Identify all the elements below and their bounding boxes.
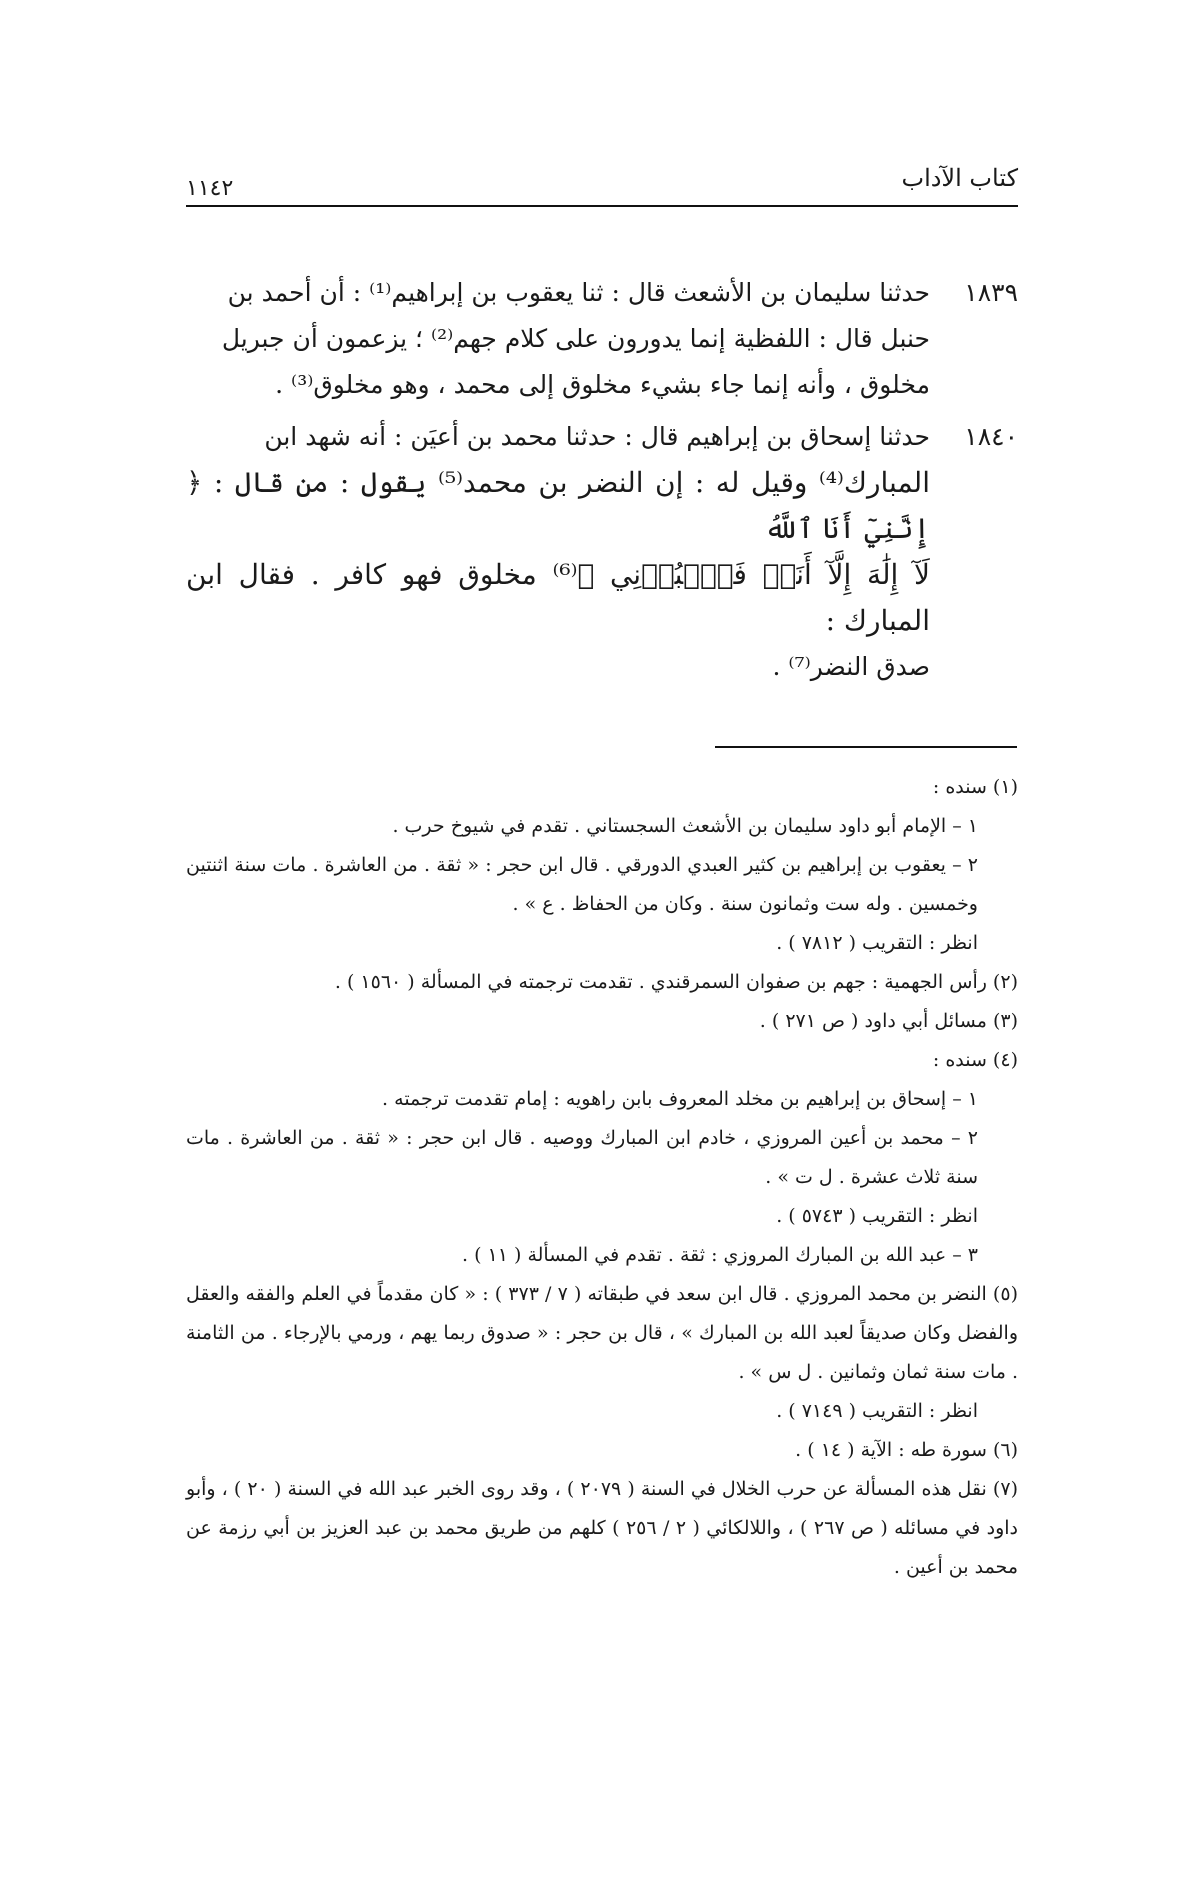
footnote: (١) سنده : [932,776,1018,798]
header-rule [186,205,1018,207]
entry-line: حدثنا إسحاق بن إبراهيم قال : حدثنا محمد بن أعيَن : أنه شهد ابن [264,422,930,451]
entry-line: لَآ إِلَٰهَ إِلَّآ أَنَا۠ فَٱعۡبُدۡنِي ﴾⁽⁶⁾ مخلوق فهو كافر . فقال ابن المبارك : [186,558,930,637]
entry-line: حنبل قال : اللفظية إنما يدورون على كلام جهم⁽²⁾ ؛ يزعمون أن جبريل [221,324,930,353]
footnote-subitem: انظر : التقريب ( ٧١٤٩ ) . [776,1400,978,1422]
footnote-subitem: انظر : التقريب ( ٧٨١٢ ) . [776,932,978,954]
footnote-subitem: ١ – إسحاق بن إبراهيم بن مخلد المعروف بابن راهويه : إمام تقدمت ترجمته . [382,1088,978,1110]
entry-number: ١٨٣٩ [964,278,1018,307]
entry-1839 [186,270,1018,408]
entry-number: ١٨٤٠ [964,422,1018,451]
footnote: (٥) النضر بن محمد المروزي . قال ابن سعد في طبقاته ( ٧ / ٣٧٣ ) : « كان مقدماً في العلم والفقه والعقل والفضل وكان صديقاً لعبد الله بن المبارك » ، قال بن حجر : « صدوق ربما يهم ، ورمي بالإرجاء . من الثامنة . مات سنة ثمان وثمانين . ل س » . [186,1283,1018,1383]
entry-line: حدثنا سليمان بن الأشعث قال : ثنا يعقوب بن إبراهيم⁽¹⁾ : أن أحمد بن [227,278,930,307]
footnote: (٤) سنده : [932,1049,1018,1071]
footnote-subitem: ١ – الإمام أبو داود سليمان بن الأشعث السجستاني . تقدم في شيوخ حرب . [392,815,978,837]
footnote-separator [715,746,1017,748]
entry-line: مخلوق ، وأنه إنما جاء بشيء مخلوق إلى محمد ، وهو مخلوق⁽³⁾ . [275,370,930,399]
running-header [186,162,1018,206]
footnote-subitem: ٢ – محمد بن أعين المروزي ، خادم ابن المبارك ووصيه . قال ابن حجر : « ثقة . من العاشرة . مات سنة ثلاث عشرة . ل ت » . [186,1127,978,1188]
footnote-subitem: انظر : التقريب ( ٥٧٤٣ ) . [776,1205,978,1227]
footnote-subitem: ٣ – عبد الله بن المبارك المروزي : ثقة . تقدم في المسألة ( ١١ ) . [462,1244,978,1266]
footnote: (٣) مسائل أبي داود ( ص ٢٧١ ) . [759,1010,1018,1032]
footnote: (٦) سورة طه : الآية ( ١٤ ) . [795,1439,1018,1461]
footnote: (٧) نقل هذه المسألة عن حرب الخلال في السنة ( ٢٠٧٩ ) ، وقد روى الخبر عبد الله في السنة ( ٢٠ ) ، وأبو داود في مسائله ( ص ٢٦٧ ) ، واللالكائي ( ٢ / ٢٥٦ ) كلهم من طريق محمد بن عبد العزيز بن أبي رزمة عن محمد بن أعين . [186,1478,1019,1578]
footnote-subitem: ٢ – يعقوب بن إبراهيم بن كثير العبدي الدورقي . قال ابن حجر : « ثقة . من العاشرة . مات سنة اثنتين وخمسين . وله ست وثمانون سنة . وكان من الحفاظ . ع » . [186,854,978,915]
entry-1840 [186,414,1018,690]
main-text [186,270,1018,694]
entry-line: المبارك⁽⁴⁾ وقيل له : إن النضر بن محمد⁽⁵⁾ يقول : من قال : ﴿ إِنَّنِيٓ أَنَا ٱللَّهُ [186,466,930,545]
footnote: (٢) رأس الجهمية : جهم بن صفوان السمرقندي . تقدمت ترجمته في المسألة ( ١٥٦٠ ) . [334,971,1018,993]
book-title: كتاب الآداب [901,164,1018,192]
entry-line: صدق النضر⁽⁷⁾ . [772,652,930,681]
page-number: ١١٤٢ [186,176,234,201]
footnotes [186,768,1018,1587]
